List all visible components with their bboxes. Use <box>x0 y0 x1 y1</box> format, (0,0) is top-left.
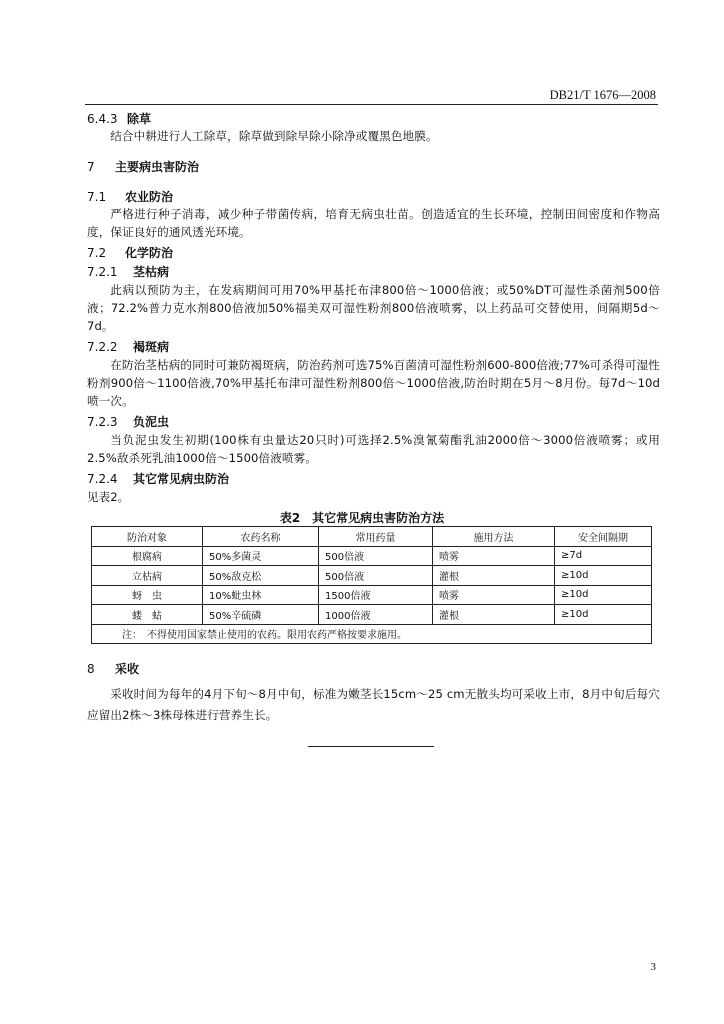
table-cell: 50%辛硫磷 <box>203 605 319 625</box>
heading-6-4-3 <box>87 110 151 127</box>
table-cell: ≥10d <box>555 566 652 586</box>
paragraph-6-4-3: 结合中耕进行人工除草，除草做到除早除小除净或覆黑色地膜。 <box>110 129 438 143</box>
heading-7-2-1 <box>87 263 169 280</box>
table-header-row <box>92 527 652 547</box>
table-note-row <box>92 624 652 644</box>
heading-7-2-4 <box>87 470 229 487</box>
paragraph-7-2-1: 此病以预防为主，在发病期间可用70%甲基托布津800倍～1000倍液；或50%DT可湿性杀菌剂500倍液；72.2%普力克水剂800倍液加50%福美双可湿性粉剂800倍液喷雾，以上药品可交替使用，间隔期5d～7d。 <box>87 283 660 334</box>
section-title: 农业防治 <box>125 190 174 204</box>
section-title: 其它常见病虫防治 <box>133 472 230 486</box>
table-row <box>92 566 652 586</box>
table-row <box>92 546 652 566</box>
section-title: 化学防治 <box>125 246 174 260</box>
standard-code: DB21/T 1676—2008 <box>549 88 656 102</box>
paragraph-7-2-3: 当负泥虫发生初期(100株有虫量达20只时)可选择2.5%溴氰菊酯乳油2000倍～3000倍液喷雾；或用2.5%敌杀死乳油1000倍～1500倍液喷雾。 <box>87 433 660 466</box>
table-cell: ≥7d <box>555 546 652 566</box>
table-cell: 10%蚍虫林 <box>203 585 319 605</box>
section-title: 主要病虫害防治 <box>115 160 200 174</box>
section-number: 7.2 <box>87 246 107 260</box>
heading-7-2 <box>87 244 173 261</box>
section-number: 7.2.2 <box>87 340 118 354</box>
heading-7-2-3 <box>87 413 169 430</box>
table-cell: ≥10d <box>555 605 652 625</box>
section-title: 褐斑病 <box>133 340 170 354</box>
section-number: 7.2.3 <box>87 415 118 429</box>
column-header: 常用药量 <box>319 527 433 547</box>
section-title: 采收 <box>115 662 140 676</box>
table-note: 注： 不得使用国家禁止使用的农药。限用农药严格按要求施用。 <box>92 624 652 644</box>
section-number: 6.4.3 <box>87 112 118 126</box>
table-cell: 50%敌克松 <box>203 566 319 586</box>
table-cell: 喷雾 <box>433 585 555 605</box>
paragraph-8: 采收时间为每年的4月下旬～8月中旬，标准为嫩茎长15cm～25 cm无散头均可采收上市，8月中旬后每穴应留出2株～3株母株进行营养生长。 <box>87 687 660 722</box>
table-cell: 50%多菌灵 <box>203 546 319 566</box>
table-cell: 灌根 <box>433 605 555 625</box>
section-number: 7.2.1 <box>87 265 118 279</box>
heading-7 <box>87 158 199 175</box>
column-header: 防治对象 <box>92 527 203 547</box>
table-cell: 灌根 <box>433 566 555 586</box>
table-cell: 蚜 虫 <box>92 585 203 605</box>
heading-8 <box>87 660 139 677</box>
heading-7-2-2 <box>87 338 169 355</box>
table-cell: ≥10d <box>555 585 652 605</box>
table-cell: 1000倍液 <box>319 605 433 625</box>
table-row <box>92 605 652 625</box>
table-cell: 1500倍液 <box>319 585 433 605</box>
paragraph-7-1: 严格进行种子消毒，减少种子带菌传病，培育无病虫壮苗。创造适宜的生长环境，控制田间密度和作物高度，保证良好的通风透光环境。 <box>87 207 660 240</box>
section-number: 7.1 <box>87 190 107 204</box>
section-number: 7.2.4 <box>87 472 118 486</box>
column-header: 安全间隔期 <box>555 527 652 547</box>
table-cell: 500倍液 <box>319 546 433 566</box>
column-header: 施用方法 <box>433 527 555 547</box>
section-number: 8 <box>87 662 95 676</box>
table-reference: 见表2。 <box>87 490 130 504</box>
table-cell: 立枯病 <box>92 566 203 586</box>
column-header: 农药名称 <box>203 527 319 547</box>
heading-7-1 <box>87 188 173 205</box>
section-number: 7 <box>87 160 95 174</box>
table-cell: 蝼 蛄 <box>92 605 203 625</box>
section-title: 除草 <box>127 112 152 126</box>
end-rule <box>308 746 434 747</box>
table-title: 表2 其它常见病虫害防治方法 <box>279 511 445 525</box>
section-title: 茎枯病 <box>133 265 170 279</box>
pest-control-table <box>91 526 652 644</box>
paragraph-7-2-2: 在防治茎枯病的同时可兼防褐斑病，防治药剂可选75%百菌清可湿性粉剂600-800倍液;77%可杀得可湿性粉剂900倍～1100倍液,70%甲基托布津可湿性粉剂800倍～1000倍液,防治时期在5月～8月份。每7d～10d喷一次。 <box>87 358 660 409</box>
page-number: 3 <box>650 961 656 973</box>
table-cell: 500倍液 <box>319 566 433 586</box>
section-title: 负泥虫 <box>133 415 170 429</box>
table-cell: 喷雾 <box>433 546 555 566</box>
table-cell: 根腐病 <box>92 546 203 566</box>
table-row <box>92 585 652 605</box>
header-rule <box>85 104 658 105</box>
